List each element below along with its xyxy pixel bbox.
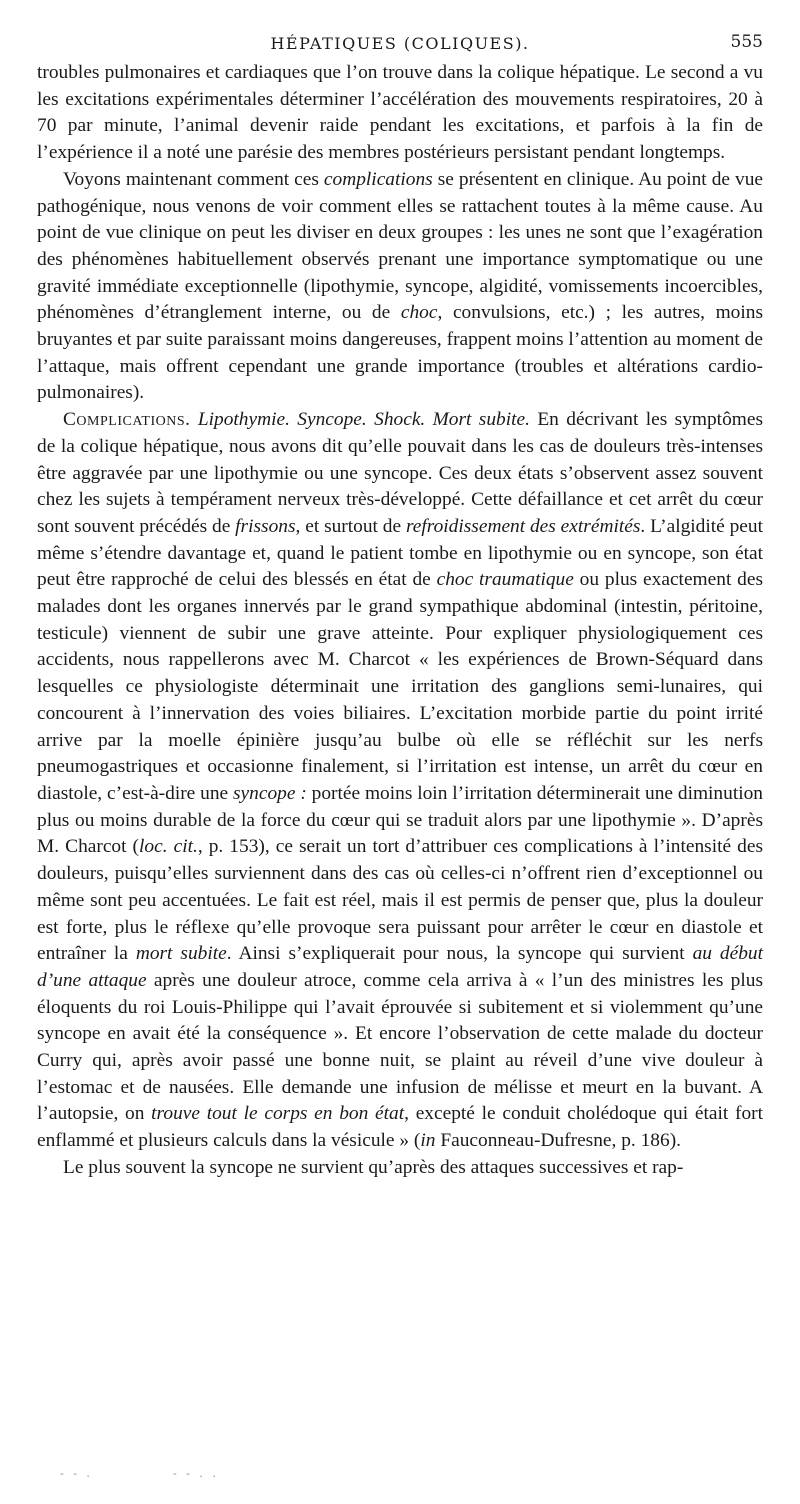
page-number: 555 bbox=[730, 32, 763, 52]
body-text bbox=[37, 60, 763, 1182]
italic-run: au début d’une attaque bbox=[37, 943, 763, 991]
paragraph-1 bbox=[37, 60, 763, 167]
italic-run: complications bbox=[323, 168, 433, 190]
text-run: . L’algidité peut même s’étendre davantage et, quand le patient tombe en lipothymie ou en syncope, son état peut être rapproché de celui des blessés en état de bbox=[37, 515, 763, 591]
italic-run: Lipothymie. Syncope. Shock. Mort subite. bbox=[197, 409, 530, 431]
paragraph-2 bbox=[37, 167, 763, 407]
text-run: ou plus exactement des malades dont les organes innervés par le grand sympathique abdominal (intestin, péritoine, testicule) viennent de subir une grave atteinte. Pour expliquer physiologiquement ces accidents, nous rappellerons avec M. Charcot « les expériences de Brown-Séquard dans lesquelles ce physiologiste déterminait une irritation des ganglions semi-lunaires, qui concourent à l’innervation des voies biliaires. L’excitation morbide partie du point irrité arrive par la moelle épinière jusqu’au bulbe où elle se réfléchit sur les nerfs pneumogastriques et occasionne finalement, si l’irritation est intense, un arrêt du cœur en diastole, c’est-à-dire une bbox=[37, 569, 764, 804]
text-run: portée moins loin l’irritation déterminerait une diminution plus ou moins durable de la force du cœur qui se traduit alors par une lipothymie ». D’après M. Charcot ( bbox=[37, 782, 763, 858]
text-run: . Ainsi s’expliquerait pour nous, la syncope qui survient bbox=[226, 943, 693, 965]
text-run bbox=[190, 409, 197, 430]
text-run: se présentent en clinique. Au point de vue pathogénique, nous venons de voir comment elles se rattachent toutes à la même cause. Au point de vue clinique on peut les diviser en deux groupes : les unes ne sont que l’exagération des phénomènes habituellement observés prenant une importance symptomatique ou une gravité immédiate exceptionnelle (lipothymie, syncope, algidité, vomissements incoercibles, phénomènes d’étranglement interne, ou de bbox=[37, 168, 763, 324]
text-run: Fauconneau-Dufresne, p. 186). bbox=[435, 1130, 682, 1152]
text-run: , et surtout de bbox=[295, 515, 406, 537]
italic-run: in bbox=[420, 1130, 436, 1152]
italic-run: choc traumatique bbox=[436, 569, 574, 591]
italic-run: loc. cit. bbox=[139, 836, 198, 858]
bottom-margin-marks: - - . - - . . bbox=[60, 1467, 219, 1480]
italic-run: choc bbox=[400, 302, 438, 324]
small-caps-heading: Complications. bbox=[63, 409, 191, 431]
italic-run: refroidissement des extrémités bbox=[405, 515, 641, 537]
italic-run: frissons bbox=[235, 515, 296, 537]
running-head bbox=[37, 30, 763, 60]
book-page bbox=[37, 30, 763, 1182]
text-run: Le plus souvent la syncope ne survient qu’après des attaques successives et rap- bbox=[63, 1156, 684, 1178]
text-run: , convulsions, etc.) ; les autres, moins bruyantes et par suite paraissant moins dangereuses, frappent moins l’attention au moment de l’attaque, mais offrent cependant une grande importance (troubles et altérations cardio-pulmonaires). bbox=[37, 302, 764, 404]
text-run: , p. 153), ce serait un tort d’attribuer ces complications à l’intensité des douleurs, puisqu’elles surviennent dans des cas où celles-ci n’offrent rien d’exceptionnel ou même sont peu accentuées. Le fait est réel, mais il est permis de penser que, plus la douleur est forte, plus le réflexe qu’elle provoque sera puissant pour arrêter le cœur en diastole et entraîner la bbox=[37, 836, 763, 965]
text-run: En décrivant les symptômes de la colique hépatique, nous avons dit qu’elle pouvait dans les cas de douleurs très-intenses être aggravée par une lipothymie ou une syncope. Ces deux états s’observent assez souvent chez les sujets à tempérament nerveux très-développé. Cette défaillance et cet arrêt du cœur sont souvent précédés de bbox=[37, 409, 763, 537]
text-run: , excepté le conduit cholédoque qui était fort enflammé et plusieurs calculs dans la vésicule » ( bbox=[37, 1103, 763, 1152]
italic-run: trouve tout le corps en bon état bbox=[151, 1103, 405, 1125]
text-run: Voyons maintenant comment ces bbox=[63, 168, 324, 190]
paragraph-3 bbox=[37, 407, 763, 1155]
text-run: troubles pulmonaires et cardiaques que l’on trouve dans la colique hépatique. Le second a vu les excitations expérimentales déterminer l’accélération des mouvements respiratoires, 20 à 70 par minute, l’animal devenir raide pendant les excitations, et parfois à la fin de l’expérience il a noté une parésie des membres postérieurs persistant pendant longtemps. bbox=[37, 62, 763, 164]
paragraph-4 bbox=[37, 1155, 763, 1182]
running-title: HÉPATIQUES (COLIQUES). bbox=[270, 34, 530, 53]
italic-run: syncope : bbox=[233, 782, 307, 804]
italic-run: mort subite bbox=[135, 943, 227, 965]
text-run: après une douleur atroce, comme cela arriva à « l’un des ministres les plus éloquents du roi Louis-Philippe qui l’avait éprouvée si subitement et si violemment qu’une syncope en avait été la conséquence ». Et encore l’observation de cette malade du docteur Curry qui, après avoir passé une bonne nuit, se plaint au réveil d’une vive douleur à l’estomac et de nausées. Elle demande une infusion de mélisse et meurt en la buvant. A l’autopsie, on bbox=[37, 969, 763, 1125]
